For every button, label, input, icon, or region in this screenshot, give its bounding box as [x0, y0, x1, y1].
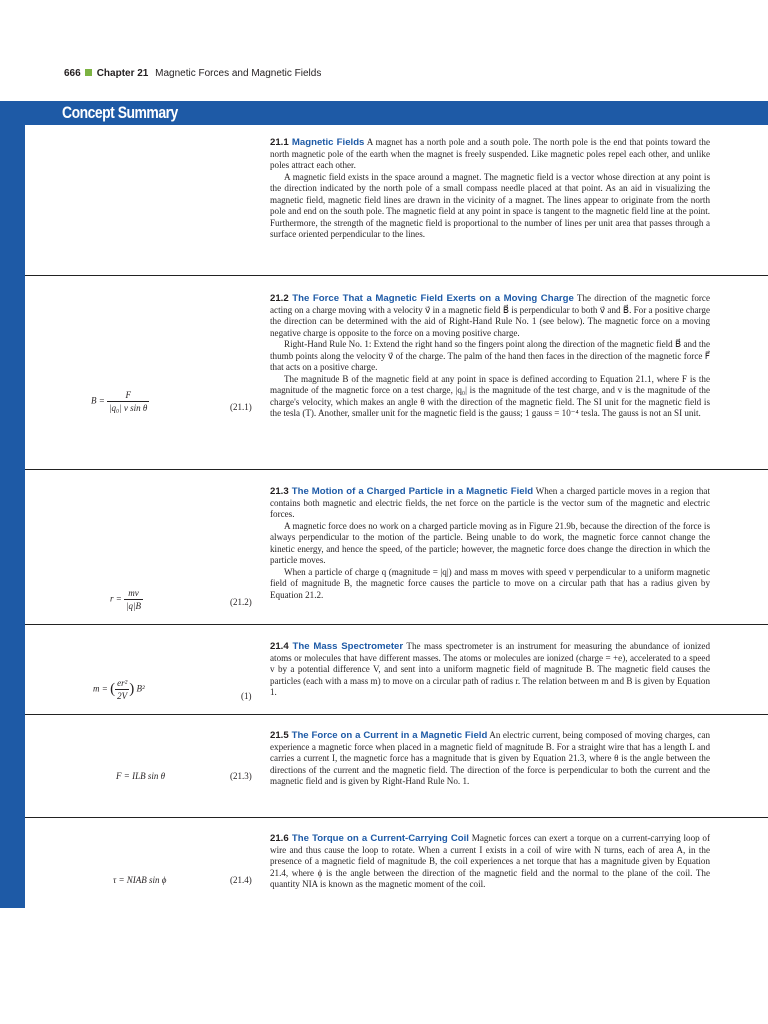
section-21-4 — [25, 625, 768, 715]
paragraph: A magnetic force does no work on a charged particle moving as in Figure 21.9b, because the direction of the force is always perpendicular to the motion of the particle. Being unable to do work, the magnetic force cannot change the kinetic energy, and hence the speed, of the particle; however, the magnetic force does change the direction in which the particle moves. — [270, 520, 710, 566]
paragraph: Right-Hand Rule No. 1: Extend the right hand so the fingers point along the direction of the magnetic field B⃗ and the thumb points along the velocity v⃗ of the charge. The palm of the hand then faces in the direction of the magnetic force F⃗ that acts on a positive charge. — [270, 339, 710, 373]
section-21-1 — [25, 125, 768, 276]
section-text — [270, 641, 710, 699]
section-heading: 21.2 The Force That a Magnetic Field Exerts on a Moving Charge — [270, 293, 574, 304]
paragraph: The mass spectrometer is an instrument for measuring the abundance of ionized atoms or molecules that have different masses. The atoms or molecules are ionized (charge = +e), accelerated to a speed v by a potential difference V, and sent into a uniform magnetic field of magnitude B. The magnetic field causes the particles (each with a mass m) to move on a circular path of radius r. The relation between m and B is given by Equation 1. — [270, 641, 711, 698]
equation-21-3: F = ILB sin θ — [116, 771, 165, 781]
section-heading: 21.1 Magnetic Fields — [270, 137, 365, 148]
banner-title: Concept Summary — [62, 103, 178, 122]
paragraph: A magnetic field exists in the space around a magnet. The magnetic field is a vector whose direction at any point is the direction indicated by the north pole of a small compass needle placed at that point. As an aid in visualizing the magnetic field, magnetic field lines are drawn in the vicinity of a magnet. The lines appear to originate from the north pole and end on the south pole. The magnetic field at any point in space is tangent to the magnetic field line at the point. Furthermore, the strength of the magnetic field is proportional to the number of lines per unit area that passes through a surface oriented perpendicular to the lines. — [270, 171, 710, 240]
paragraph: When a charged particle moves in a region that contains both magnetic and electric fields, the net force on the particle is the vector sum of the magnetic and electric forces. — [270, 486, 710, 520]
section-text — [270, 833, 710, 891]
left-accent-bar — [0, 125, 25, 908]
paragraph: Magnetic forces can exert a torque on a current-carrying loop of wire and thus cause the loop to rotate. When a current I exists in a coil of wire with N turns, each of area A, in the presence of a magnetic field of magnitude B, the coil experiences a net torque that has a magnitude given by Equation 21.4, where ϕ is the angle between the direction of the magnetic field and the normal to the plane of the coil. The quantity NIA is known as the magnetic moment of the coil. — [270, 833, 710, 890]
equation-21-1: B = $\frac{F}{\text{|q₀| v sin θ}}$ — [91, 390, 148, 413]
equation-21-2: r = $\frac{mv}{|q|B}$ — [110, 588, 142, 611]
equation-number: (21.4) — [230, 875, 252, 885]
chapter-label: Chapter 21 — [96, 68, 149, 79]
running-head — [64, 68, 321, 79]
paragraph: The direction of the magnetic force acting on a charge moving with a velocity v⃗ in a magnetic field B⃗ is perpendicular to both v⃗ and B⃗. For a positive charge the direction can be determined with the aid of Right-Hand Rule No. 1 (see below). The magnetic force on a moving negative charge is opposite to the force on a moving positive charge. — [270, 293, 710, 338]
paragraph: The magnitude B of the magnetic field at any point in space is defined according to Equation 21.1, where F is the magnitude of the magnetic force on a test charge, |q₀| is the magnitude of the test charge, and v is the magnitude of the charge's velocity, which makes an angle θ with the direction of the magnetic field. The SI unit for the magnetic field is the tesla (T). Another, smaller unit for the magnetic field is the gauss; 1 gauss = 10⁻⁴ tesla. The gauss is not an SI unit. — [270, 373, 710, 419]
equation-number: (21.2) — [230, 597, 252, 607]
equation-21-4: τ = NIAB sin ϕ — [113, 875, 167, 885]
section-heading: 21.4 The Mass Spectrometer — [270, 641, 404, 652]
section-21-3 — [25, 470, 768, 625]
paragraph: When a particle of charge q (magnitude = |q|) and mass m moves with speed v perpendicular to a uniform magnetic field of magnitude B, the magnetic force causes the particle to move on a circular path that has a radius given by Equation 21.2. — [270, 566, 710, 600]
section-text — [270, 486, 710, 601]
section-heading: 21.5 The Force on a Current in a Magnetic Field — [270, 730, 488, 741]
section-text — [270, 293, 710, 420]
equation-number: (21.1) — [230, 402, 252, 412]
section-text — [270, 730, 710, 788]
chapter-title: Magnetic Forces and Magnetic Fields — [155, 68, 322, 79]
equation-number: (21.3) — [230, 771, 252, 781]
section-21-6 — [25, 818, 768, 910]
section-21-2 — [25, 276, 768, 470]
page-number: 666 — [64, 68, 81, 79]
paragraph: A magnet has a north pole and a south pole. The north pole is the end that points toward the north magnetic pole of the earth when the magnet is freely suspended. Like magnetic poles repel each other, and unlike poles attract each other. — [270, 137, 710, 171]
equation-number: (1) — [241, 691, 252, 701]
section-text — [270, 137, 710, 241]
section-heading: 21.3 The Motion of a Charged Particle in a Magnetic Field — [270, 486, 534, 497]
section-heading: 21.6 The Torque on a Current-Carrying Coil — [270, 833, 469, 844]
section-21-5 — [25, 715, 768, 818]
green-square-icon — [85, 69, 92, 76]
paragraph: An electric current, being composed of moving charges, can experience a magnetic force when placed in a magnetic field of magnitude B. For a straight wire that has a length L and carries a current I, the magnetic force has a magnitude that is given by Equation 21.3, where θ is the angle between the directions of the current and the magnetic field. The direction of the force is perpendicular to both the current and the magnetic field and is given by Right-Hand Rule No. 1. — [270, 730, 710, 787]
equation-1: m = ( $\frac{\text{er²}}{2V}$ ) B² — [93, 678, 145, 701]
